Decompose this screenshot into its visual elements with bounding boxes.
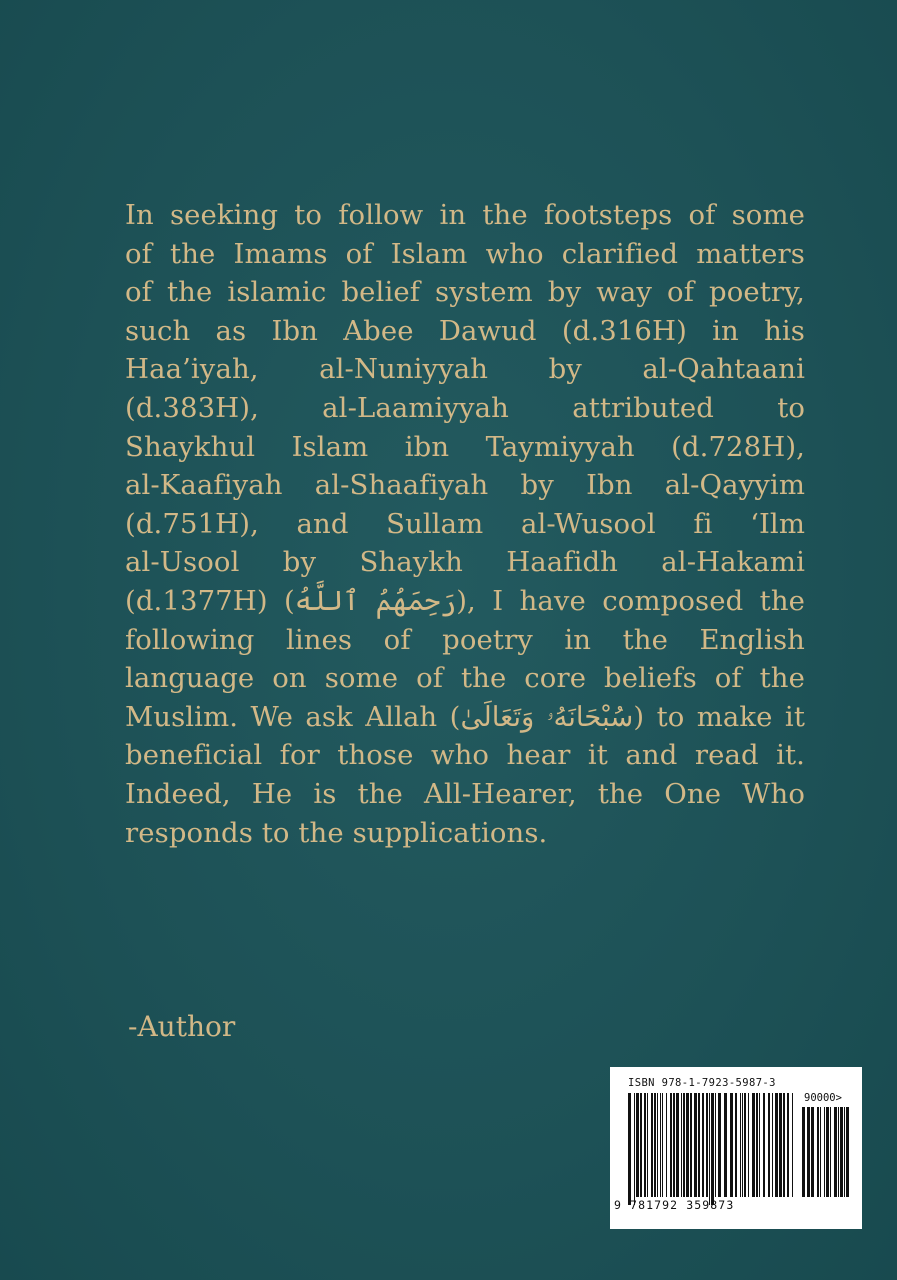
barcode-bar	[792, 1093, 793, 1197]
barcode-bar	[660, 1093, 661, 1197]
author-signature: -Author	[128, 1010, 236, 1043]
blurb-line: such as Ibn Abee Dawud (d.316H) in his	[125, 314, 805, 347]
barcode-bar	[715, 1093, 716, 1197]
barcode-bar	[742, 1093, 743, 1197]
barcode-bar	[702, 1093, 704, 1197]
barcode-bar	[824, 1107, 825, 1197]
blurb-line: following lines of poetry in the English	[125, 623, 805, 656]
barcode-bar	[840, 1107, 843, 1197]
barcode-bar	[662, 1093, 663, 1197]
barcode-addon-bars	[802, 1107, 854, 1205]
barcode-bar	[683, 1093, 685, 1197]
barcode-bar	[628, 1093, 631, 1205]
barcode-bar	[698, 1093, 700, 1197]
barcode-bar	[740, 1093, 741, 1197]
barcode-bar	[783, 1093, 785, 1197]
barcode-bar	[666, 1093, 667, 1197]
blurb-line: Muslim. We ask Allah (سُبْحَانَهُۥ وَتَعَالَىٰ) to make it	[125, 700, 805, 733]
barcode-bar	[775, 1093, 778, 1197]
blurb-line: Shaykhul Islam ibn Taymiyyah (d.728H),	[125, 430, 805, 463]
blurb-line: In seeking to follow in the footsteps of some	[125, 199, 805, 231]
blurb-line: beneficial for those who hear it and read it.	[125, 739, 805, 772]
barcode-bar	[763, 1093, 765, 1197]
barcode-bar	[640, 1093, 642, 1197]
barcode-bar	[694, 1093, 697, 1197]
barcode-bar	[644, 1093, 646, 1197]
blurb-line: of the Imams of Islam who clarified matters	[125, 237, 805, 270]
barcode-bar	[686, 1093, 689, 1197]
barcode-bar	[657, 1093, 658, 1197]
barcode-digits: 9 781792 359873	[614, 1198, 735, 1212]
barcode-bar	[830, 1107, 831, 1197]
barcode-bar	[676, 1093, 679, 1197]
blurb-line: Haa’iyah, al-Nuniyyah by al-Qahtaani	[125, 353, 805, 386]
blurb-text	[125, 196, 805, 852]
barcode-bar	[724, 1093, 727, 1197]
barcode-bar	[709, 1093, 710, 1205]
barcode-bar	[826, 1107, 829, 1197]
blurb-line: (d.751H), and Sullam al-Wusool fi ‘Ilm	[125, 507, 805, 540]
barcode-bar	[670, 1093, 672, 1197]
isbn-barcode	[610, 1067, 862, 1229]
barcode-bar	[787, 1093, 789, 1197]
barcode-bar	[681, 1093, 682, 1197]
barcode-bar	[735, 1093, 737, 1197]
barcode-bar	[647, 1093, 648, 1197]
barcode-bar	[634, 1093, 635, 1205]
blurb-line: of the islamic belief system by way of poetry,	[125, 276, 805, 309]
barcode-bar	[772, 1093, 773, 1197]
barcode-bar	[690, 1093, 692, 1197]
barcode-bar	[673, 1093, 675, 1197]
barcode-bar	[748, 1093, 749, 1197]
blurb-line: (d.1377H) (رَحِمَهُمُ ٱللَّهُ), I have composed the	[125, 584, 806, 617]
barcode-bar	[730, 1093, 733, 1197]
barcode-bar	[768, 1093, 770, 1197]
barcode-bar	[834, 1107, 837, 1197]
barcode-bar	[651, 1093, 653, 1197]
blurb-line: (d.383H), al-Laamiyyah attributed to	[125, 391, 805, 424]
barcode-bar	[844, 1107, 845, 1197]
barcode-bar	[820, 1107, 821, 1197]
barcode-bar	[752, 1093, 755, 1197]
barcode-bar	[802, 1107, 805, 1197]
blurb-line: Indeed, He is the All-Hearer, the One Who	[125, 777, 805, 810]
barcode-bar	[636, 1093, 639, 1197]
barcode-bar	[711, 1093, 714, 1205]
blurb-line: responds to the supplications.	[125, 816, 548, 849]
barcode-bar	[779, 1093, 782, 1197]
blurb-line: al-Kaafiyah al-Shaafiyah by Ibn al-Qayyim	[125, 469, 805, 502]
barcode-bar	[759, 1093, 760, 1197]
barcode-bar	[838, 1107, 839, 1197]
blurb-line: al-Usool by Shaykh Haafidh al-Hakami	[125, 546, 805, 579]
barcode-bar	[744, 1093, 746, 1197]
blurb-line: language on some of the core beliefs of the	[125, 662, 805, 695]
barcode-bar	[811, 1107, 814, 1197]
isbn-label: ISBN 978-1-7923-5987-3	[628, 1077, 776, 1089]
barcode-bar	[817, 1107, 819, 1197]
barcode-addon-code: 90000>	[804, 1092, 842, 1104]
barcode-bars	[628, 1093, 798, 1205]
barcode-bar	[654, 1093, 656, 1197]
barcode-bar	[756, 1093, 758, 1197]
barcode-bar	[718, 1093, 721, 1197]
barcode-bar	[807, 1107, 810, 1197]
barcode-bar	[706, 1093, 708, 1197]
barcode-bar	[846, 1107, 849, 1197]
